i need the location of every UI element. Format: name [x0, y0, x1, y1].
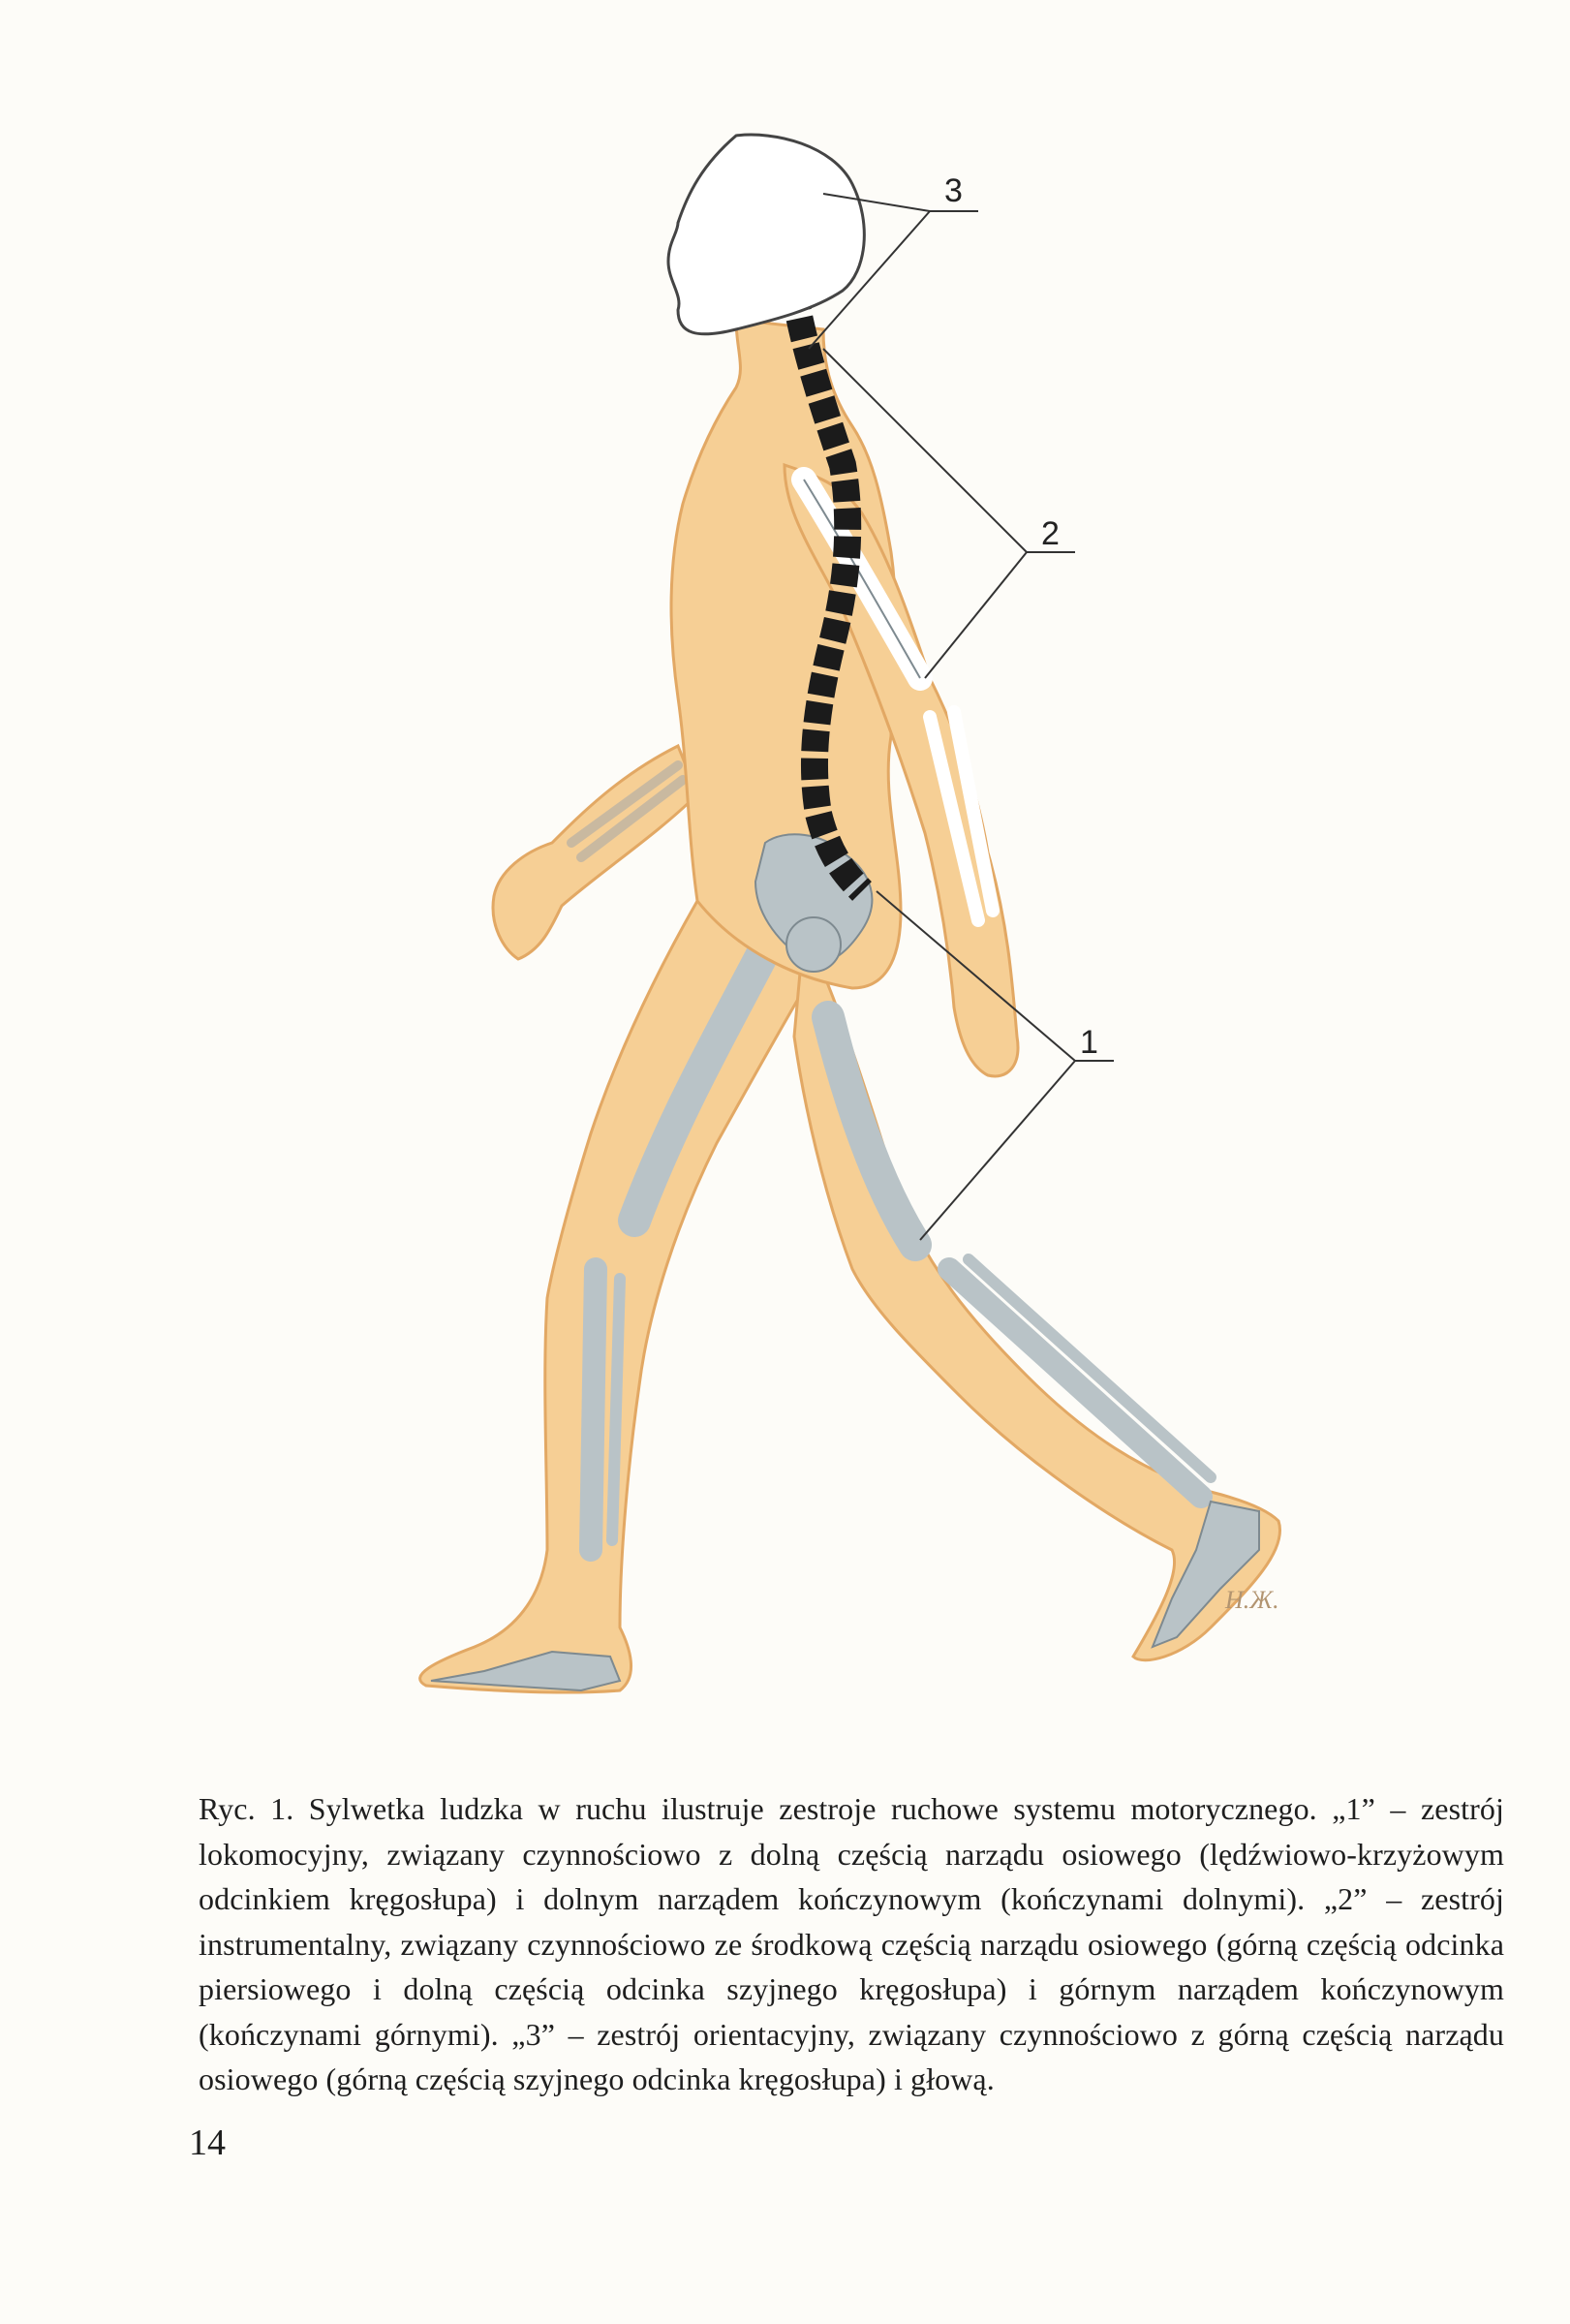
front-leg — [794, 930, 1280, 1660]
label-three: 3 — [944, 172, 963, 209]
page-number: 14 — [189, 2123, 226, 2163]
figure-caption: Ryc. 1. Sylwetka ludzka w ruchu ilustruje zestroje ruchowe systemu motorycznego. „1” – zestrój lokomocyjny, związany czynnościowo z dolną częścią narządu osiowego (lędźwiowo-krzyżowym odcinkiem kręgosłupa) i dolnym narządem kończynowym (kończynami dolnymi). „2” – zestrój instrumentalny, związany czynnościowo ze środkową częścią narządu osiowego (górną częścią odcinka piersiowego i dolną częścią odcinka szyjnego kręgosłupa) i górnym narządem kończynowym (kończynami górnymi). „3” – zestrój orientacyjny, związany czynnościowo z górną częścią narządu osiowego (górną częścią szyjnego odcinka kręgosłupa) i głową. — [199, 1791, 1504, 2096]
back-arm — [493, 746, 697, 959]
artist-signature: Н.Ж. — [1225, 1586, 1279, 1614]
head — [668, 135, 864, 334]
back-leg — [420, 901, 833, 1692]
label-one: 1 — [1080, 1024, 1098, 1061]
label-two: 2 — [1041, 515, 1060, 552]
